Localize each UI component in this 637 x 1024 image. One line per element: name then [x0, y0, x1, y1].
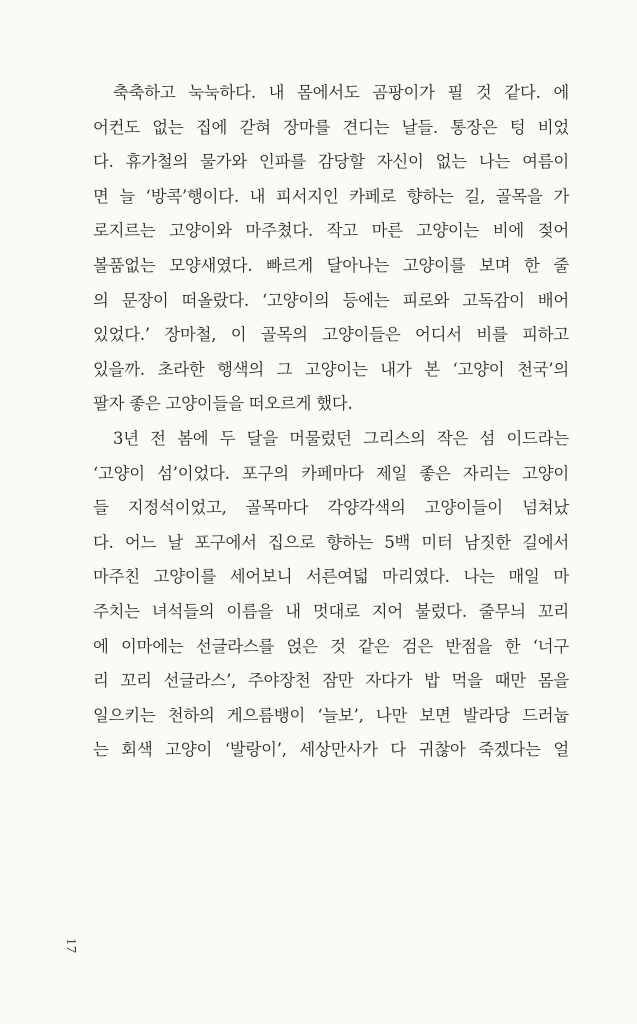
text-line: 3년 전 봄에 두 달을 머물렀던 그리스의 작은 섬 이드라는 [113, 428, 569, 448]
paragraph-2 [93, 422, 569, 768]
text-line: 면 늘 ‘방콕’행이다. 내 피서지인 카페로 향하는 길, 골목을 가 [93, 186, 569, 206]
text-line: ‘고양이 섬’이었다. 포구의 카페마다 제일 좋은 자리는 고양이 [93, 463, 569, 483]
text-line: 다. 어느 날 포구에서 집으로 향하는 5백 미터 남짓한 길에서 [93, 532, 569, 552]
text-line: 볼품없는 모양새였다. 빠르게 달아나는 고양이를 보며 한 줄 [93, 255, 569, 275]
text-line: 다. 휴가철의 물가와 인파를 감당할 자신이 없는 나는 여름이 [93, 152, 569, 172]
text-line: 들 지정석이었고, 골목마다 각양각색의 고양이들이 넘쳐났 [93, 498, 569, 518]
text-line: 축축하고 눅눅하다. 내 몸에서도 곰팡이가 필 것 같다. 에 [113, 83, 569, 102]
page-number: 17 [63, 938, 78, 954]
text-line: 에 이마에는 선글라스를 얹은 것 같은 검은 반점을 한 ‘너구 [93, 636, 569, 656]
text-line: 팔자 좋은 고양이들을 떠오르게 했다. [93, 394, 353, 414]
text-line: 어컨도 없는 집에 갇혀 장마를 견디는 날들. 통장은 텅 비었 [93, 117, 569, 137]
text-line: 로지르는 고양이와 마주쳤다. 작고 마른 고양이는 비에 젖어 [93, 221, 569, 241]
paragraph-1 [93, 76, 569, 422]
text-line: 있을까. 초라한 행색의 그 고양이는 내가 본 ‘고양이 천국’의 [93, 359, 569, 379]
body-text [93, 76, 569, 768]
text-line: 주치는 녀석들의 이름을 내 멋대로 지어 불렀다. 줄무늬 꼬리 [93, 601, 569, 621]
text-line: 일으키는 천하의 게으름뱅이 ‘늘보’, 나만 보면 발라당 드러눕 [93, 705, 569, 725]
text-line: 마주친 고양이를 세어보니 서른여덟 마리였다. 나는 매일 마 [93, 567, 569, 587]
text-line: 리 꼬리 선글라스’, 주야장천 잠만 자다가 밥 먹을 때만 몸을 [93, 671, 569, 691]
text-line: 의 문장이 떠올랐다. ‘고양이의 등에는 피로와 고독감이 배어 [93, 290, 569, 310]
text-line: 있었다.’ 장마철, 이 골목의 고양이들은 어디서 비를 피하고 [93, 325, 569, 345]
text-line: 는 회색 고양이 ‘발랑이’, 세상만사가 다 귀찮아 죽겠다는 얼 [93, 740, 569, 760]
